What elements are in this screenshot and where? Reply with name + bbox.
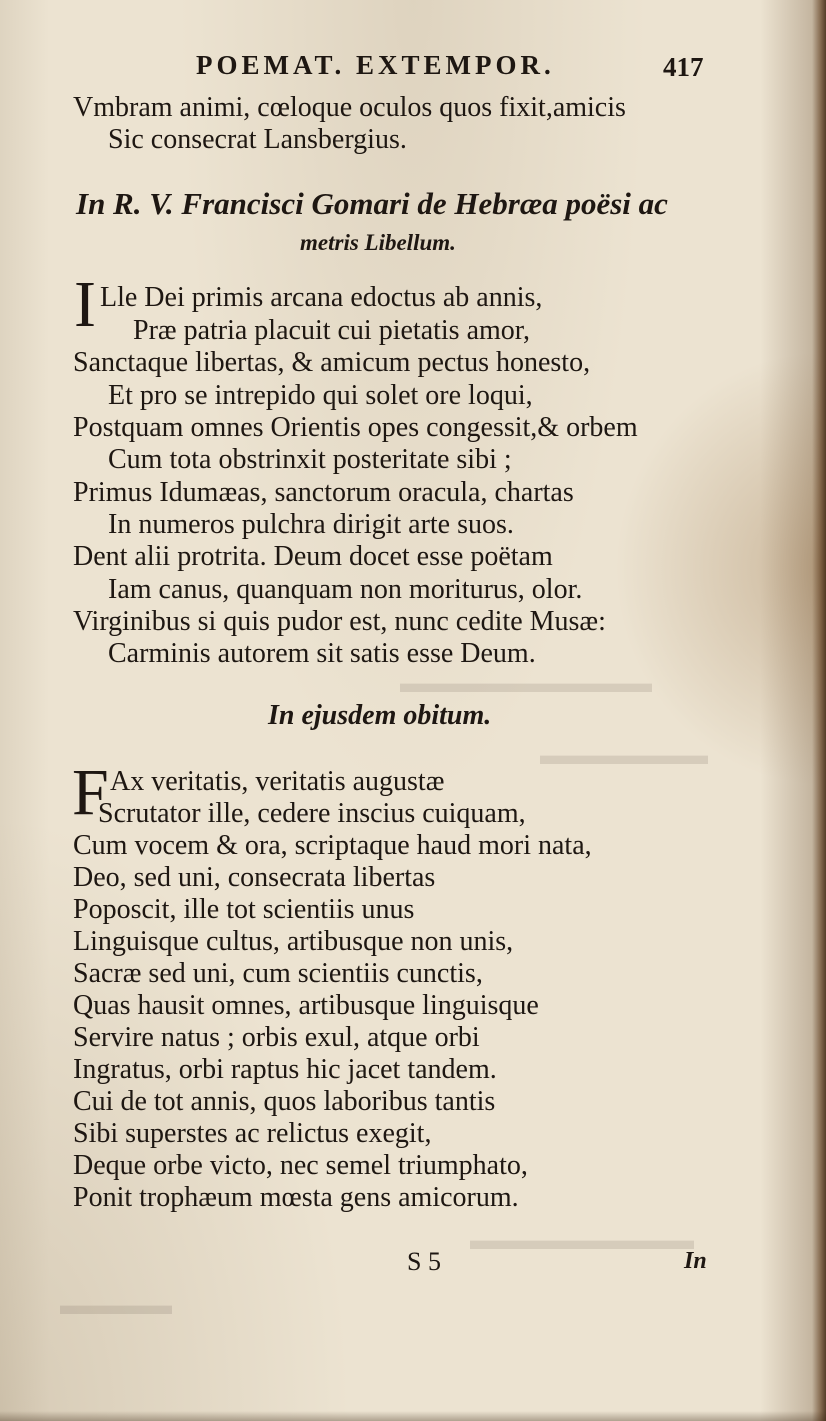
poem1-line: Cum tota obstrinxit posteritate sibi ; [108, 444, 512, 475]
poem2-line: Ax veritatis, veritatis augustæ [110, 766, 445, 797]
poem1-line: Virginibus si quis pudor est, nunc cedite Musæ: [73, 606, 606, 637]
poem2-line: Deque orbe victo, nec semel triumphato, [73, 1150, 528, 1181]
poem2-line: Ponit trophæum mœsta gens amicorum. [73, 1182, 519, 1213]
poem2-line: Poposcit, ille tot scientiis unus [73, 894, 415, 925]
page-number: 417 [663, 52, 704, 82]
poem2-line: Scrutator ille, cedere inscius cuiquam, [98, 798, 526, 829]
poem1-line: Iam canus, quanquam non moriturus, olor. [108, 574, 583, 605]
poem1-line: Præ patria placuit cui pietatis amor, [133, 315, 530, 346]
page-bottom-shadow [0, 1411, 826, 1421]
poem1-line: Et pro se intrepido qui solet ore loqui, [108, 380, 533, 411]
bleed-through-shadow: ▬▬▬▬▬▬▬▬▬ [400, 668, 652, 699]
poem1-line: Sanctaque libertas, & amicum pectus honesto, [73, 347, 591, 378]
poem1-line: Primus Idumæas, sanctorum oracula, chartas [73, 477, 574, 508]
poem1-title: In R. V. Francisci Gomari de Hebræa poësi ac [76, 186, 668, 221]
poem2-line: Cum vocem & ora, scriptaque haud mori nata, [73, 830, 592, 861]
poem1-title-continued: metris Libellum. [300, 230, 456, 255]
poem2-line: Sibi superstes ac relictus exegit, [73, 1118, 432, 1149]
poem2-line: Deo, sed uni, consecrata libertas [73, 862, 436, 893]
poem2-title: In ejusdem obitum. [268, 700, 492, 731]
bleed-through-shadow: ▬▬▬▬▬▬▬▬ [470, 1225, 694, 1256]
poem2-line: Quas hausit omnes, artibusque linguisque [73, 990, 539, 1021]
running-title: POEMAT. EXTEMPOR. [196, 50, 555, 80]
poem2-line: Ingratus, orbi raptus hic jacet tandem. [73, 1054, 497, 1085]
catchword: In [684, 1248, 707, 1274]
poem1-drop-cap: I [74, 268, 96, 341]
poem2-line: Linguisque cultus, artibusque non unis, [73, 926, 514, 957]
opening-line: Vmbram animi, cœloque oculos quos fixit,amicis [73, 92, 626, 123]
bleed-through-shadow: ▬▬▬▬▬▬ [540, 740, 708, 771]
poem2-line: Sacræ sed uni, cum scientiis cunctis, [73, 958, 483, 989]
poem1-line: Lle Dei primis arcana edoctus ab annis, [100, 282, 543, 313]
opening-line: Sic consecrat Lansbergius. [108, 124, 407, 155]
poem2-drop-cap: F [72, 756, 109, 829]
page-edge-shadow [812, 0, 826, 1421]
poem1-line: Dent alii protrita. Deum docet esse poëtam [73, 541, 553, 572]
poem1-line: In numeros pulchra dirigit arte suos. [108, 509, 514, 540]
signature-mark: S 5 [407, 1247, 441, 1276]
poem2-line: Servire natus ; orbis exul, atque orbi [73, 1022, 480, 1053]
poem2-line: Cui de tot annis, quos laboribus tantis [73, 1086, 496, 1117]
poem1-line: Postquam omnes Orientis opes congessit,& orbem [73, 412, 638, 443]
poem1-line: Carminis autorem sit satis esse Deum. [108, 638, 536, 669]
bleed-through-shadow: ▬▬▬▬ [60, 1290, 172, 1321]
